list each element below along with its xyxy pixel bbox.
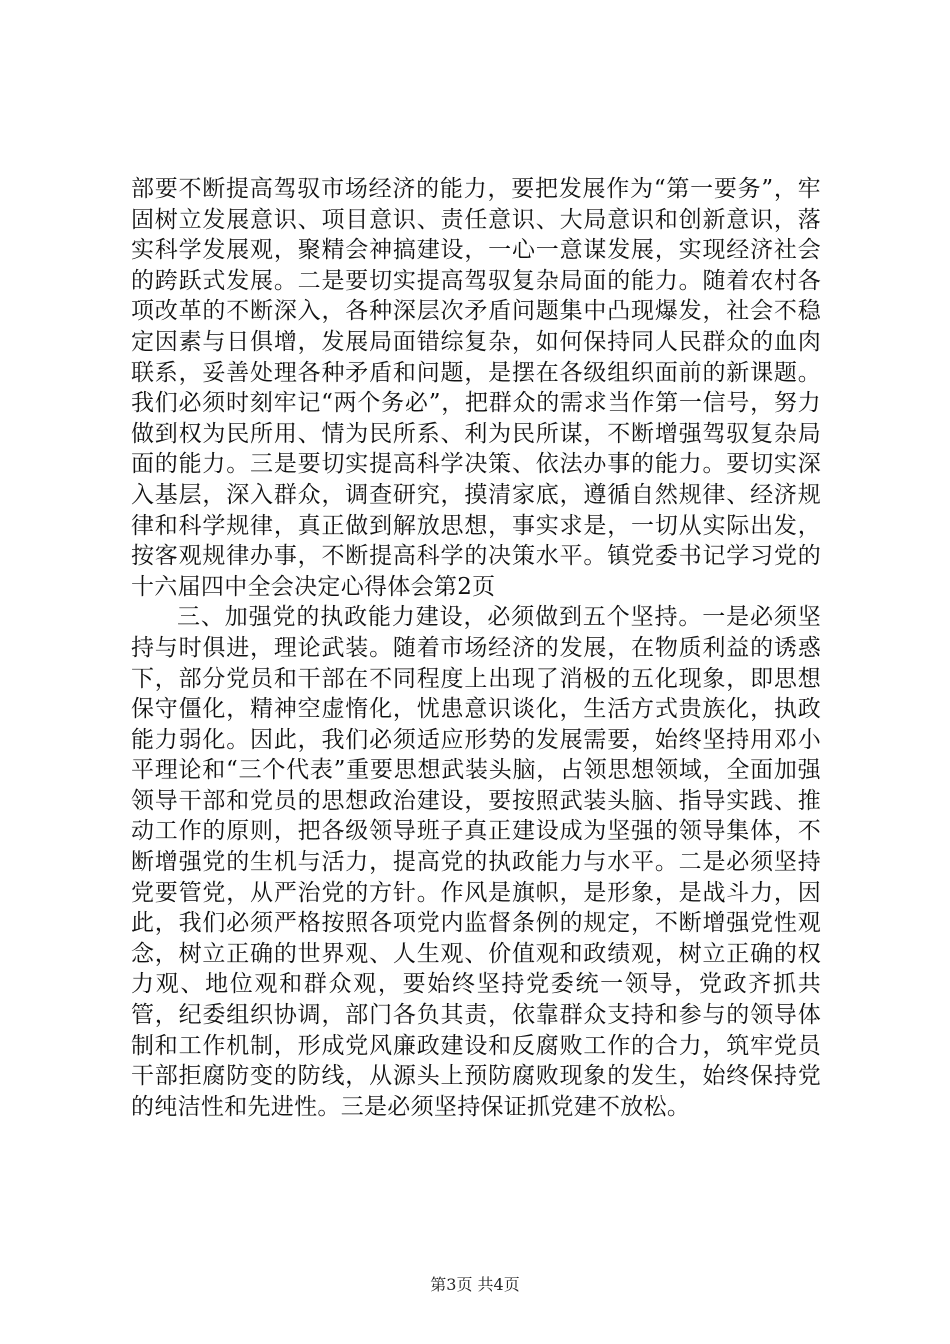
document-body: [131, 174, 821, 1122]
paragraph-2: 三、加强党的执政能力建设，必须做到五个坚持。一是必须坚持与时俱进，理论武装。随着市场经济的发展，在物质利益的诱惑下，部分党员和干部在不同程度上出现了消极的五化现象，即思想保守僵化，精神空虚惰化，忧患意识谈化，生活方式贵族化，执政能力弱化。因此，我们必须适应形势的发展需要，始终坚持用邓小平理论和“三个代表”重要思想武装头脑，占领思想领域，全面加强领导干部和党员的思想政治建设，要按照武装头脑、指导实践、推动工作的原则，把各级领导班子真正建设成为坚强的领导集体，不断增强党的生机与活力，提高党的执政能力与水平。二是必须坚持党要管党，从严治党的方针。作风是旗帜，是形象，是战斗力，因此，我们必须严格按照各项党内监督条例的规定，不断增强党性观念，树立正确的世界观、人生观、价值观和政绩观，树立正确的权力观、地位观和群众观，要始终坚持党委统一领导，党政齐抓共管，纪委组织协调，部门各负其责，依靠群众支持和参与的领导体制和工作机制，形成党风廉政建设和反腐败工作的合力，筑牢党员干部拒腐防变的防线，从源头上预防腐败现象的发生，始终保持党的纯洁性和先进性。三是必须坚持保证抓党建不放松。: [131, 604, 821, 1120]
page-footer: 第3页 共4页: [430, 1275, 520, 1294]
paragraph-1: 部要不断提高驾驭市场经济的能力，要把发展作为“第一要务”，牢固树立发展意识、项目意识、责任意识、大局意识和创新意识，落实科学发展观，聚精会神搞建设，一心一意谋发展，实现经济社会的跨跃式发展。二是要切实提高驾驭复杂局面的能力。随着农村各项改革的不断深入，各种深层次矛盾问题集中凸现爆发，社会不稳定因素与日俱增，发展局面错综复杂，如何保持同人民群众的血肉联系，妥善处理各种矛盾和问题，是摆在各级组织面前的新课题。我们必须时刻牢记“两个务必”，把群众的需求当作第一信号，努力做到权为民所用、情为民所系、利为民所谋，不断增强驾驭复杂局面的能力。三是要切实提高科学决策、依法办事的能力。要切实深入基层，深入群众，调查研究，摸清家底，遵循自然规律、经济规律和科学规律，真正做到解放思想，事实求是，一切从实际出发，按客观规律办事，不断提高科学的决策水平。镇党委书记学习党的十六届四中全会决定心得体会第2页: [131, 176, 821, 600]
